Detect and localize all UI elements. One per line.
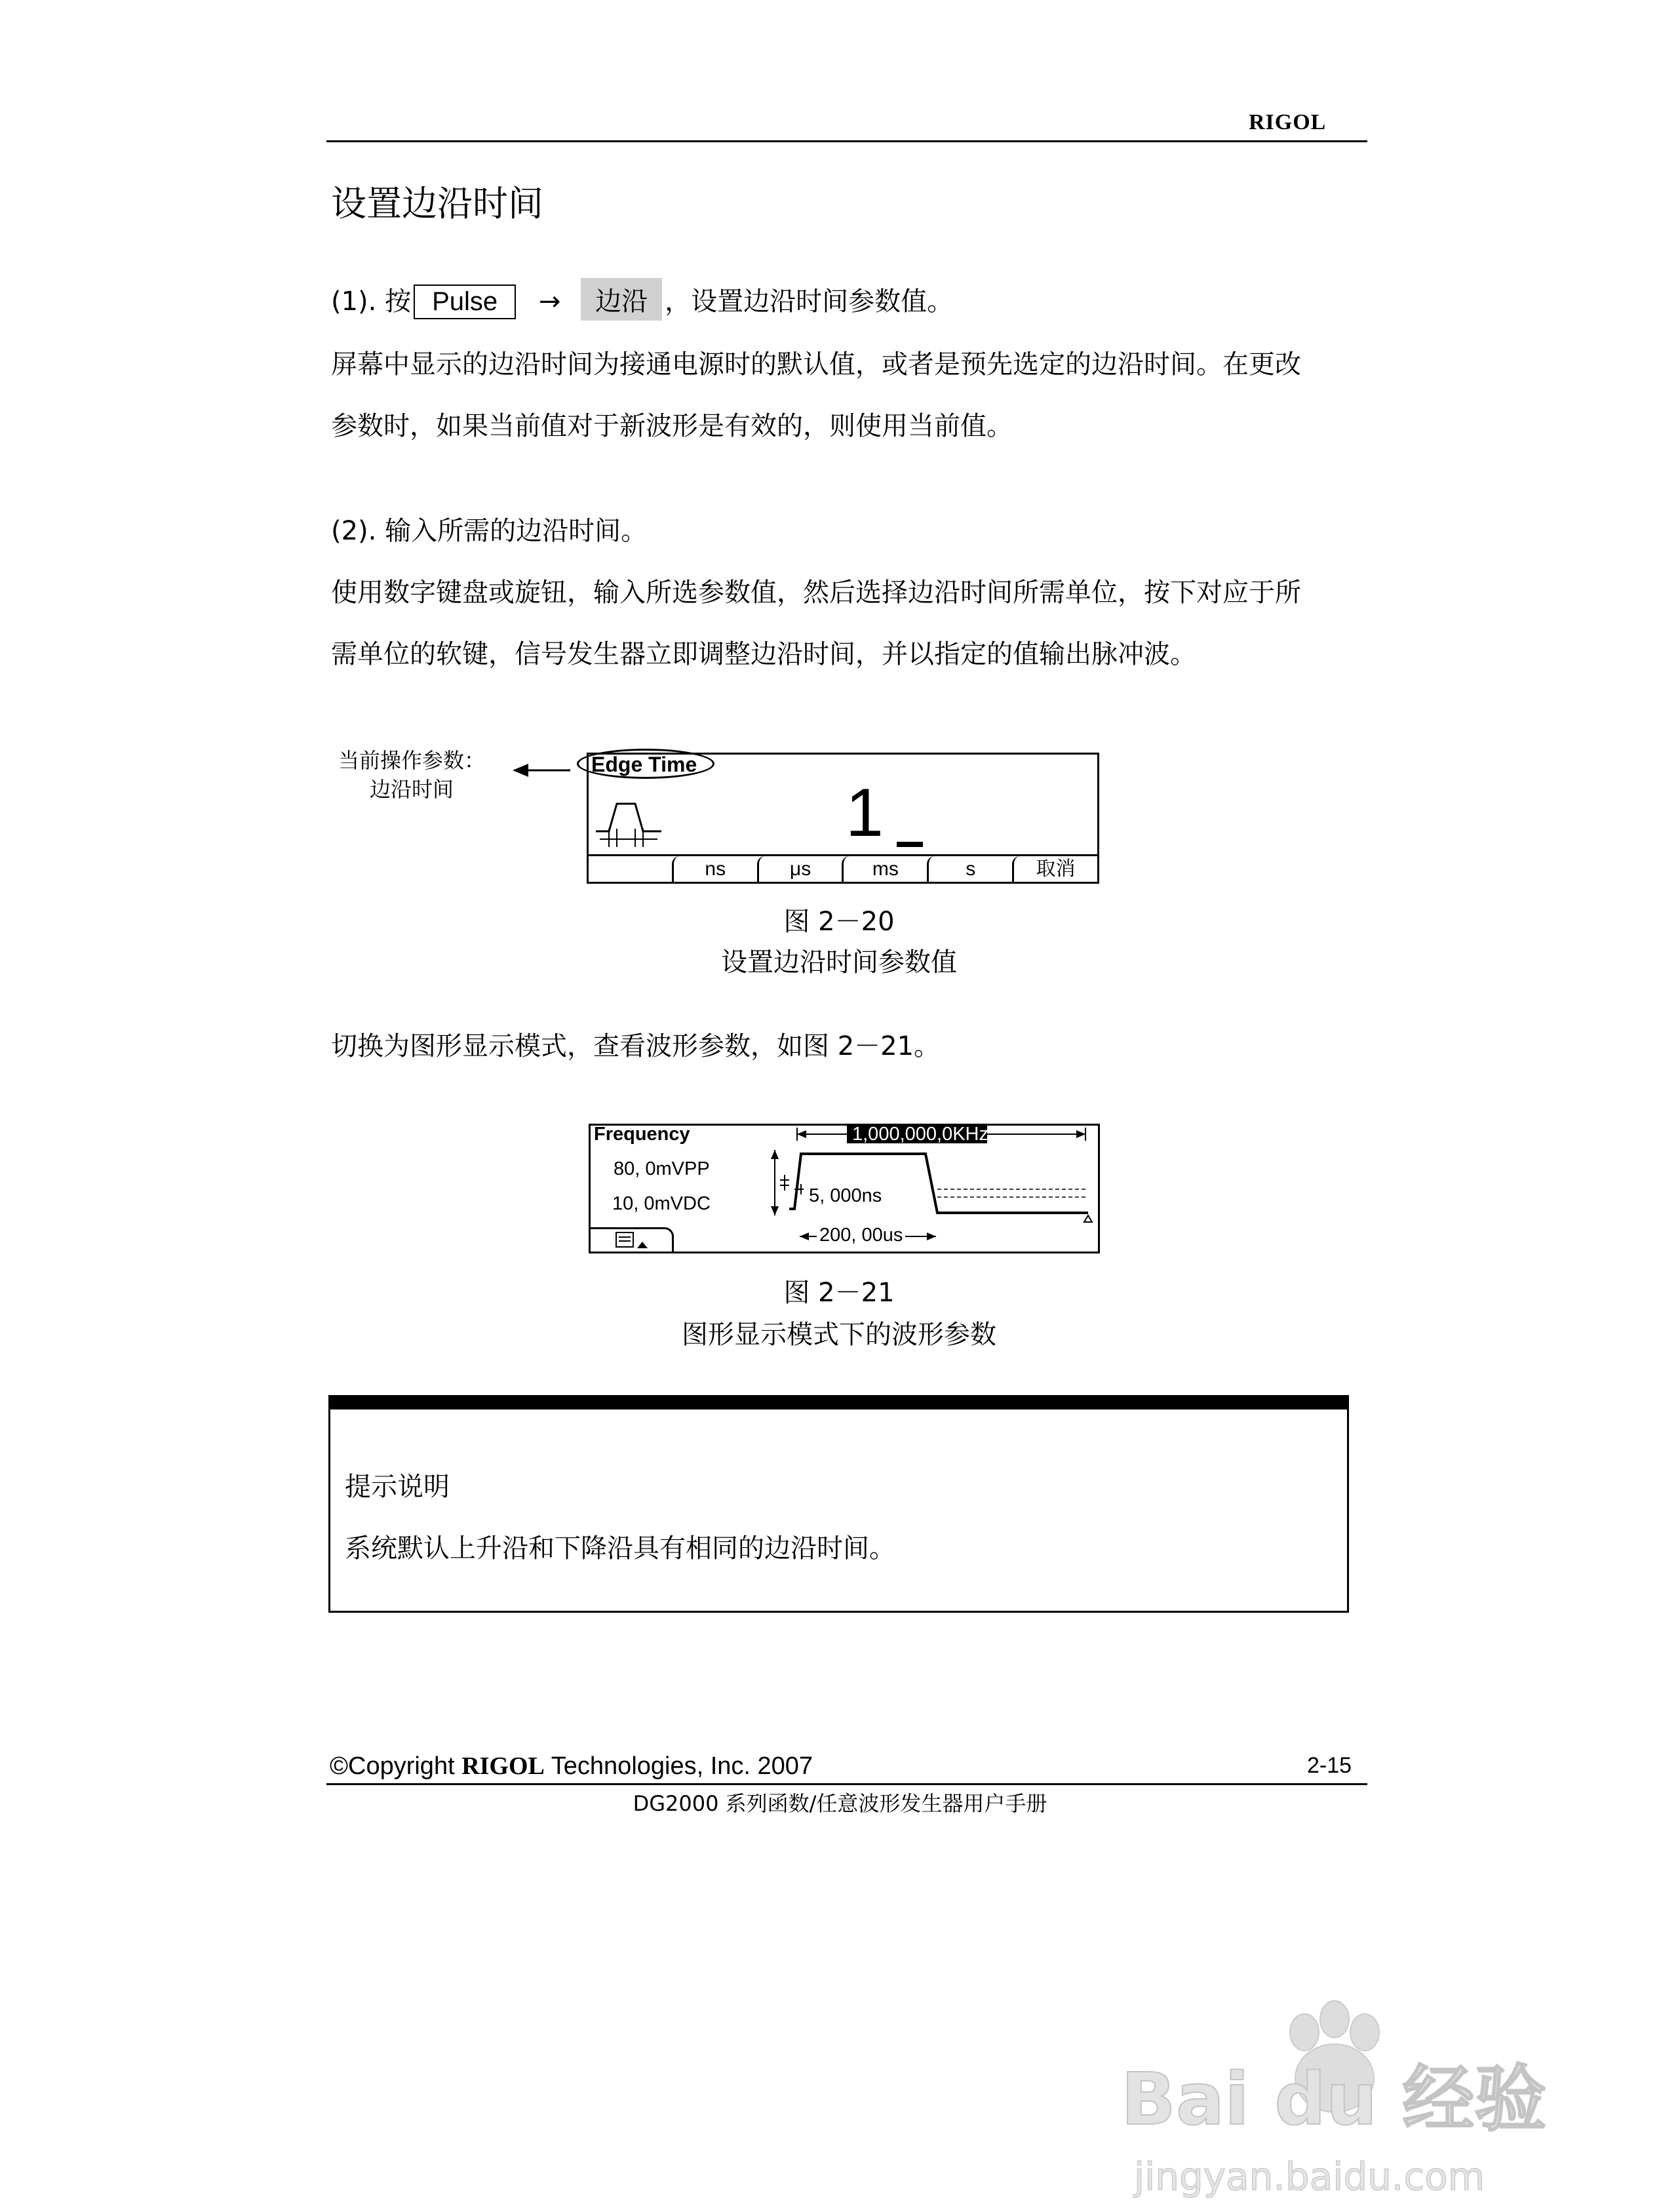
para-2-line-1: 使用数字键盘或旋钮，输入所选参数值，然后选择边沿时间所需单位，按下对应于所: [331, 578, 1301, 608]
copyright-prefix: ©Copyright: [330, 1752, 455, 1780]
footer-copyright: [330, 1752, 813, 1781]
edge-softkey: 边沿: [581, 278, 662, 321]
para-1-line-2: 参数时，如果当前值对于新波形是有效的，则使用当前值。: [331, 411, 1013, 441]
pulse-key: Pulse: [414, 285, 516, 319]
softkey-cancel: 取消: [1012, 856, 1097, 884]
para-1-line-1: 屏幕中显示的边沿时间为接通电源时的默认值，或者是预先选定的边沿时间。在更改: [331, 349, 1301, 380]
step-1: [331, 278, 953, 321]
amplitude-value: 80, 0mVPP: [614, 1158, 710, 1179]
para-2-line-2: 需单位的软键，信号发生器立即调整边沿时间，并以指定的值输出脉冲波。: [331, 639, 1196, 669]
offset-value: 10, 0mVDC: [612, 1193, 711, 1214]
softkey-ms: ms: [842, 856, 927, 884]
softkey-blank: [589, 856, 672, 884]
softkey-bar: [589, 854, 1097, 884]
note-title: 提示说明: [345, 1472, 450, 1502]
manual-title: DG2000 系列函数/任意波形发生器用户手册: [633, 1791, 1047, 1816]
brand-logo: RIGOL: [1249, 110, 1327, 134]
softkey-ns: ns: [672, 856, 757, 884]
document-icon: [614, 1231, 655, 1251]
note-bar: [328, 1395, 1349, 1410]
page-title: 设置边沿时间: [331, 183, 543, 224]
watermark-line-2: jingyan.baidu.com: [1134, 2154, 1485, 2199]
input-cursor: [897, 842, 923, 847]
copyright-brand: RIGOL: [461, 1752, 545, 1780]
figure-1-caption-text: 设置边沿时间参数值: [721, 947, 957, 977]
header-rule: [326, 140, 1367, 142]
callout-line-1: 当前操作参数：: [338, 748, 485, 773]
step-2: (2). 输入所需的边沿时间。: [331, 516, 648, 546]
frequency-value: 1,000,000,0KHz: [852, 1124, 988, 1145]
figure-2-caption-number: 图 2－21: [783, 1278, 895, 1308]
watermark-line-1: Bai du 经验: [1121, 2057, 1547, 2141]
pulse-waveform-icon: [593, 791, 665, 850]
para-3: 切换为图形显示模式，查看波形参数，如图 2－21。: [331, 1031, 941, 1061]
arrow-right-icon: →: [538, 286, 561, 317]
callout-line-2: 边沿时间: [369, 777, 454, 802]
param-name: Frequency: [594, 1124, 690, 1145]
callout-arrow-icon: [513, 760, 572, 780]
figure-2-caption-text: 图形显示模式下的波形参数: [682, 1320, 996, 1350]
width-value: 200, 00us: [817, 1225, 905, 1246]
softkey-s: s: [927, 856, 1012, 884]
step-1-suffix: ，设置边沿时间参数值。: [665, 286, 954, 317]
figure-1-callout: [333, 746, 490, 804]
figure-1-caption-number: 图 2－20: [783, 907, 895, 937]
softkey-us: μs: [757, 856, 842, 884]
page-number: 2-15: [1307, 1753, 1352, 1778]
note-box: [328, 1395, 1349, 1613]
copyright-suffix: Technologies, Inc. 2007: [551, 1752, 813, 1780]
note-body: 系统默认上升沿和下降沿具有相同的边沿时间。: [345, 1533, 895, 1564]
footer-rule: [326, 1783, 1367, 1785]
baidu-watermark: [1108, 1993, 1547, 2203]
step-1-prefix: (1). 按: [331, 286, 412, 317]
edge-time-label: Edge Time: [591, 753, 697, 776]
edge-time-value: 1: [846, 775, 884, 851]
edge-value: 5, 000ns: [809, 1185, 882, 1206]
